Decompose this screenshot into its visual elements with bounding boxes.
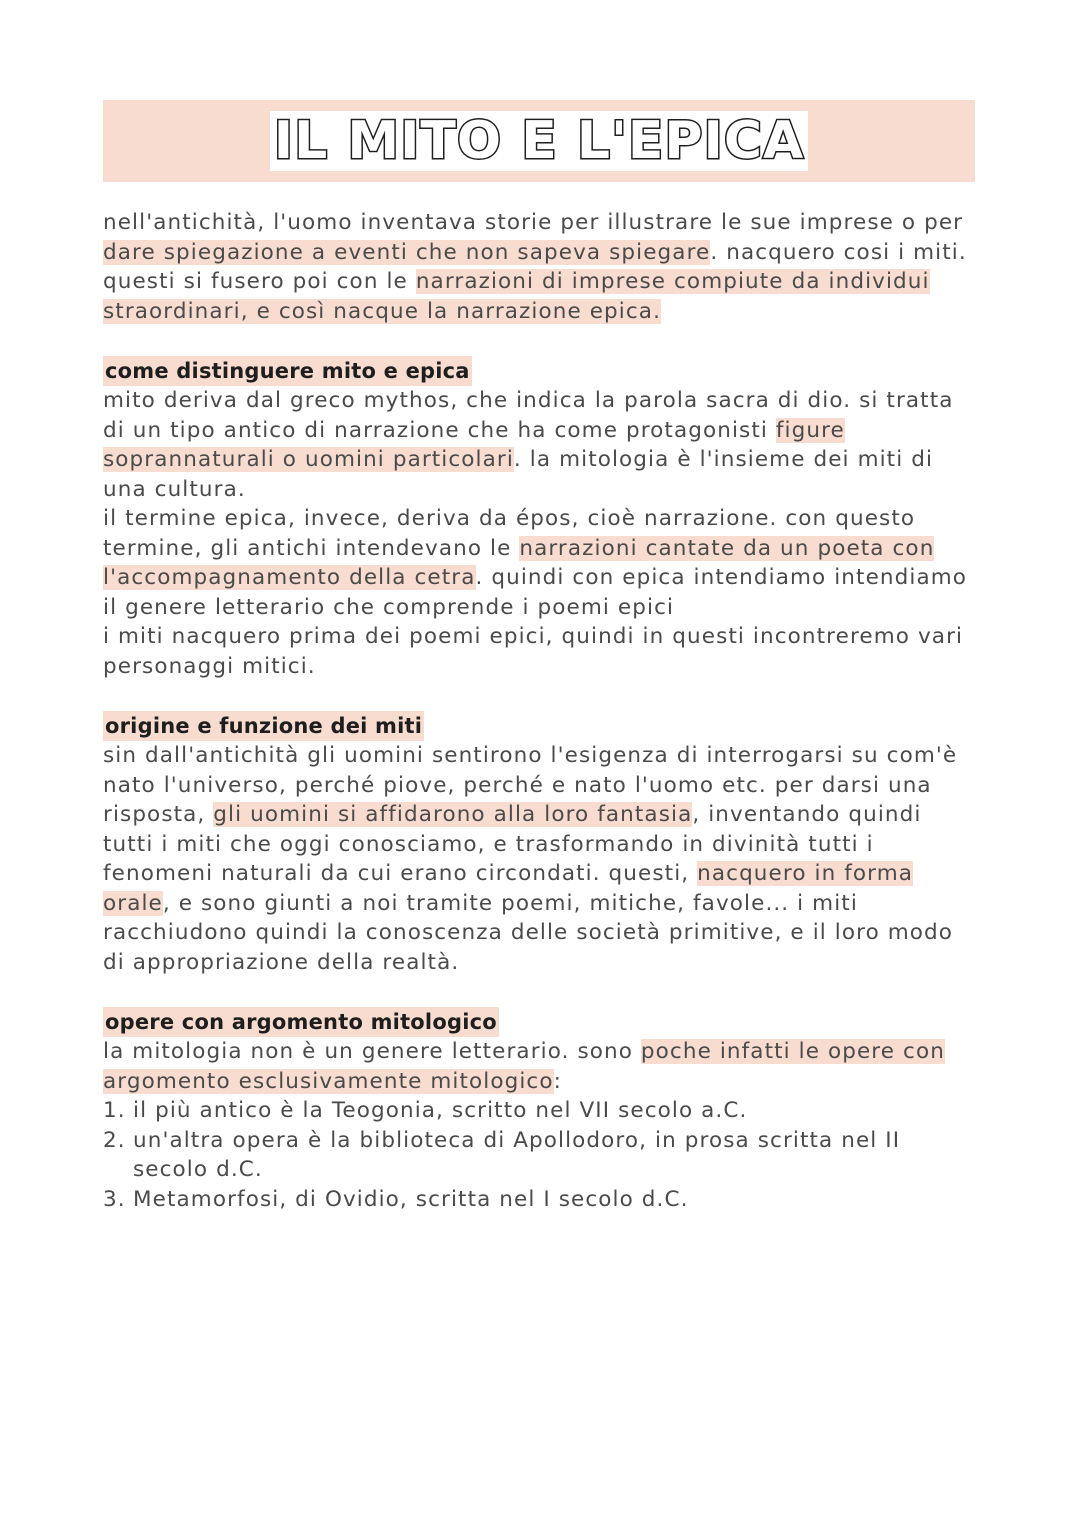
highlight: gli uomini si affidarono alla loro fantasia xyxy=(213,802,693,827)
section-distinguere xyxy=(103,326,975,681)
highlight: figure soprannaturali o uomini particolari xyxy=(103,417,845,472)
section-paragraph: la mitologia non è un genere letterario. sono poche infatti le opere con argomento esclusivamente mitologico: xyxy=(103,1039,945,1094)
highlight: nacquero in forma orale xyxy=(103,861,914,916)
highlight: poche infatti le opere con argomento esclusivamente mitologico xyxy=(103,1039,945,1094)
section-opere xyxy=(103,977,975,1214)
section-paragraph: i miti nacquero prima dei poemi epici, quindi in questi incontreremo vari personaggi mitici. xyxy=(103,624,964,679)
highlight: dare spiegazione a eventi che non sapeva spiegare xyxy=(103,239,711,265)
list-item: 1. il più antico è la Teogonia, scritto nel VII secolo a.C. xyxy=(103,1098,748,1123)
section-heading: come distinguere mito e epica xyxy=(103,356,472,386)
section-paragraph: il termine epica, invece, deriva da épos, cioè narrazione. con questo termine, gli antichi intendevano le narrazioni cantate da un poeta con l'accompagnamento della cetra. quindi con epica intendiamo intendiamo il genere letterario che comprende i poemi epici xyxy=(103,506,968,620)
section-paragraph: mito deriva dal greco mythos, che indica la parola sacra di dio. si tratta di un tipo antico di narrazione che ha come protagonisti figure soprannaturali o uomini particolari. la mitologia è l'insieme dei miti di una cultura. xyxy=(103,388,954,502)
section-origine xyxy=(103,681,975,977)
document-page xyxy=(103,100,975,1214)
works-list xyxy=(103,1096,975,1214)
page-title: IL MITO E L'EPICA xyxy=(103,102,975,180)
section-heading: origine e funzione dei miti xyxy=(103,711,424,741)
section-paragraph: sin dall'antichità gli uomini sentirono l'esigenza di interrogarsi su com'è nato l'universo, perché piove, perché e nato l'uomo etc. per darsi una risposta, gli uomini si affidarono alla loro fantasia, inventando quindi tutti i miti che oggi conosciamo, e trasformando in divinità tutti i fenomeni naturali da cui erano circondati. questi, nacquero in forma orale, e sono giunti a noi tramite poemi, mitiche, favole... i miti racchiudono quindi la conoscenza delle società primitive, e il loro modo di appropriazione della realtà. xyxy=(103,743,958,975)
section-heading: opere con argomento mitologico xyxy=(103,1007,499,1037)
highlight: narrazioni di imprese compiute da individui straordinari, e così nacque la narrazione epica. xyxy=(103,269,930,324)
list-item: 3. Metamorfosi, di Ovidio, scritta nel I secolo d.C. xyxy=(103,1186,689,1212)
intro-paragraph: nell'antichità, l'uomo inventava storie per illustrare le sue imprese o per dare spiegazione a eventi che non sapeva spiegare. nacquero cosi i miti. questi si fusero poi con le narrazioni di imprese compiute da individui straordinari, e così nacque la narrazione epica. xyxy=(103,210,967,324)
highlight: narrazioni cantate da un poeta con l'accompagnamento della cetra xyxy=(103,535,935,590)
list-item: 2. un'altra opera è la biblioteca di Apollodoro, in prosa scritta nel II secolo d.C. xyxy=(103,1127,901,1182)
title-band xyxy=(103,100,975,182)
